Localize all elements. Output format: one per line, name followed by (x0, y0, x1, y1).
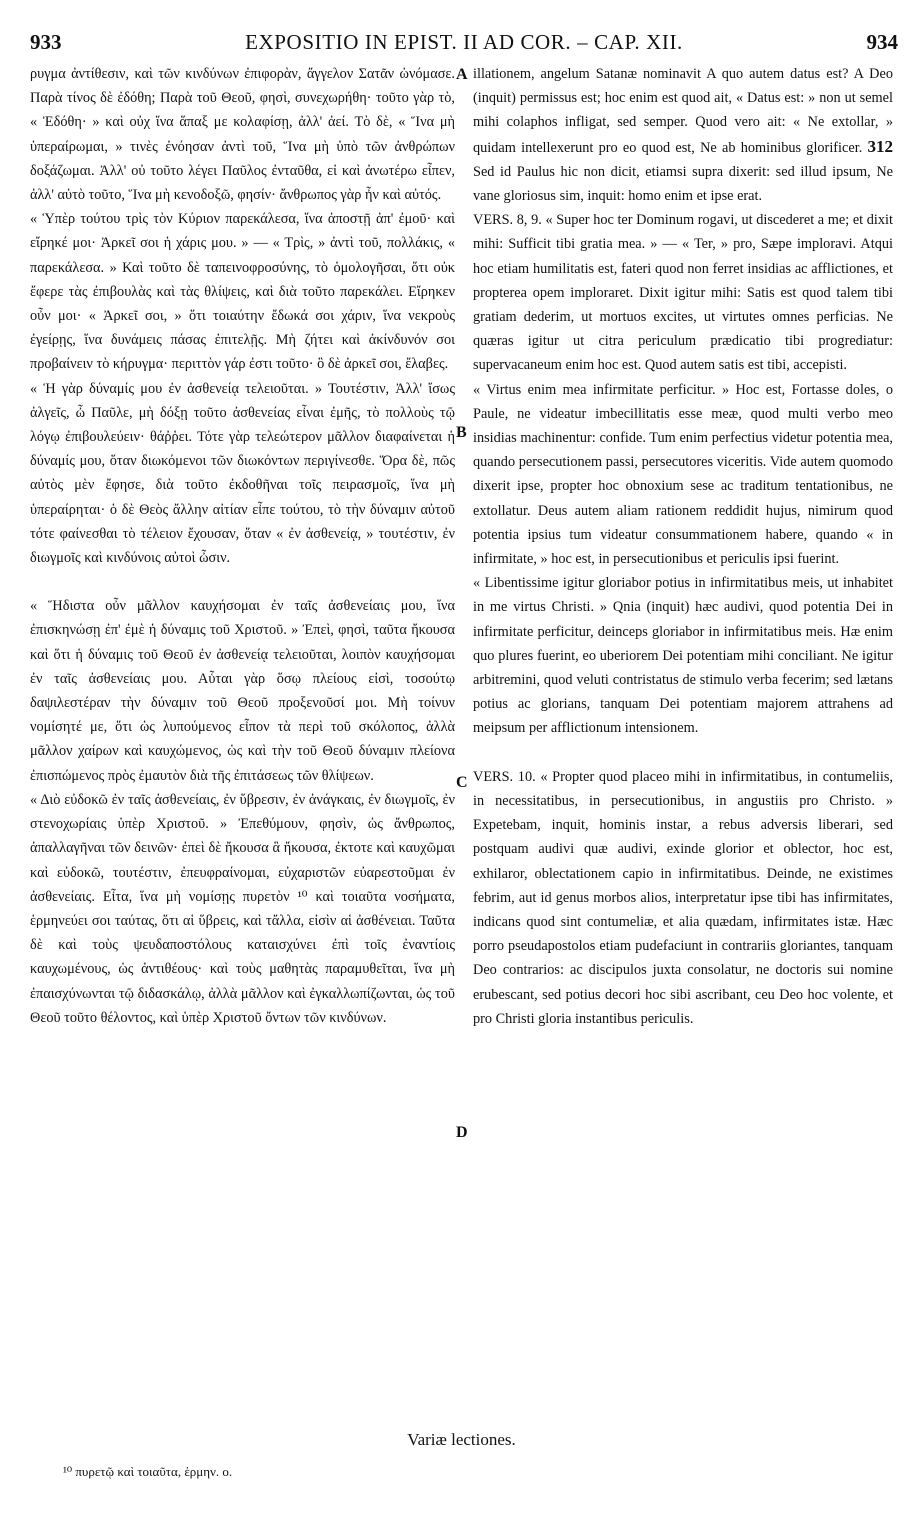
latin-paragraph (473, 62, 893, 208)
latin-text: Sed id Paulus hic non dicit, etiamsi supra dixerit: sed illud ipsum, Ne vane gloriosus sim, inquit: homo enim et ipse erat. (473, 163, 893, 205)
latin-paragraph: VERS. 10. « Propter quod placeo mihi in infirmitatibus, in contumeliis, in necessitatibus, in persecutionibus, in angustiis pro Christo. » Expetebam, inquit, hominis instar, a rebus adversis liberari, sed postquam audivi quæ audivi, exinde glorior et oblector, hoc est, exhilaror, oblectationem capio in infirmitatibus. Deinde, ne existimes febrim, aut id genus morbos alios, interpretatur ipse tibi has infirmitates, indicans quod sint contumeliæ, et alia quædam, infirmitates istæ. Hæc porro pseudapostolos etiam pudefaciunt in contrariis gloriantes, tanquam Deo contrarios: ac discipulos juxta consolatur, ne doctoris sui nomine erubescant, sed potius decori hoc sibi ascribant, ceu Deo hoc volente, et pro Christi gloria instantibus periculis. (473, 768, 893, 1027)
footnote: ¹⁰ πυρετῷ καὶ τοιαῦτα, ἑρμην. ο. (63, 1464, 233, 1479)
greek-paragraph: « Ἡ γὰρ δύναμίς μου ἐν ἀσθενείᾳ τελειοῦται. » Τουτέστιν, Ἀλλ' ἴσως ἀλγεῖς, ὦ Παῦλε, μὴ δόξῃ τοῦτο ἀσθενείας εἶναι ἐμῆς, τὸ πολλοὺς τῷ λόγῳ ἐπιβουλεύειν· θάῤῥει. Τότε γὰρ τελεώτερον μᾶλλον διαφαίνεται ἡ δύναμίς μου, ὅταν διωκόμενοι τῶν διωκόντων περιγίνεσθε. Ὅρα δὲ, πῶς αὐτὸς μὲν ἔφησε, διὰ τοῦτο ἐκδοθῆναι τοῖς πειρασμοῖς, ἵνα μὴ ὑπεραίρηται· ὁ δὲ Θεὸς ἄλλην αἰτίαν εἶπε τούτου, τὸ τὴν δύναμιν αὐτοῦ τότε φαίνεσθαι τὸ τέλειον ἔχουσαν, ὅταν « ἐν ἀσθενείᾳ, » τουτέστιν, ἐν διωγμοῖς καὶ κινδύνοις αὐτοὶ ὦσιν. (30, 380, 455, 567)
greek-paragraph: ρυγμα ἀντίθεσιν, καὶ τῶν κινδύνων ἐπιφορὰν, ἄγγελον Σατᾶν ὠνόμασε. Παρὰ τίνος δὲ ἐδόθη; Παρὰ τοῦ Θεοῦ, φησὶ, συνεχωρήθη· τοῦτο γὰρ τὸ, « Ἐδόθη· » καὶ οὐχ ἵνα ἅπαξ με κολαφίσῃ, ἀλλ' ἀεί. Τὸ δὲ, « Ἵνα μὴ ὑπεραίρωμαι, » τινὲς ἐνόησαν ἀντὶ τοῦ, Ἵνα μὴ ὑπὸ τῶν ἀνθρώπων δοξάζωμαι. Ἀλλ' οὐ τοῦτο λέγει Παῦλος ἐνταῦθα, εἰ καὶ ἀνωτέρω εἶπεν, ἀλλ' αὐτὸ τοῦτο, Ἵνα μὴ κενοδοξῶ, φησίν· ἄνθρωπος γὰρ ἦν καὶ αὐτός. (30, 66, 455, 204)
running-title: EXPOSITIO IN EPIST. II AD COR. – CAP. XII. (245, 30, 683, 54)
margin-letter-c: C (456, 774, 468, 791)
latin-paragraph: « Libentissime igitur gloriabor potius in infirmitatibus meis, ut inhabitet in me virtus Christi. » Qnia (inquit) hæc audivi, quod potentia Dei in infirmitate perficitur, deinceps gloriabor in infirmitatibus meis. Hæ enim quo plures fuerint, eo uberiorem Dei potentiam mihi conciliant. Ne igitur arbitremini, quod veluti contristatus de stimulo verba fecerim; sed lætans potius ac glorians, tanquam Dei potentiam majorem attrahens ad meipsum per afflictionum intensionem. (473, 575, 893, 737)
latin-column (473, 62, 893, 1031)
greek-paragraph: « Ὑπὲρ τούτου τρὶς τὸν Κύριον παρεκάλεσα, ἵνα ἀποστῇ ἀπ' ἐμοῦ· καὶ εἴρηκέ μοι· Ἀρκεῖ σοι ἡ χάρις μου. » — « Τρὶς, » ἀντὶ τοῦ, πολλάκις, « παρεκάλεσα. » Καὶ τοῦτο δὲ ταπεινοφροσύνης, τὸ ὁμολογῆσαι, ὅτι οὐκ ἔφερε τὰς ἐπιβουλὰς καὶ τὰς θλίψεις, καὶ διὰ τοῦτο παρεκάλει. Εἴρηκεν οὖν μοι· « Ἀρκεῖ σοι, » ὅτι τοιαύτην ἔδωκά σοι χάριν, ἵνα νεκροὺς ἐγείρῃς, ἵνα δυνάμεις πάσας ἐπιτελῇς. Μὴ ζήτει καὶ ἀκίνδυνόν σοι προβαίνειν τὸ κήρυγμα· περιττὸν γάρ ἐστι τοῦτο· ὃ δὲ ἀρκεῖ σοι, ἔλαβες. (30, 211, 455, 373)
greek-column (30, 62, 455, 1030)
page-number-left: 933 (30, 30, 62, 54)
margin-letter-d: D (456, 1124, 468, 1141)
latin-paragraph: VERS. 8, 9. « Super hoc ter Dominum rogavi, ut discederet a me; et dixit mihi: Sufficit tibi gratia mea. » — « Ter, » pro, Sæpe imploravi. Atqui hoc etiam humilitatis est, fateri quod non ferret insidias ac afflictiones, et propterea opem imploraret. Dixit igitur mihi: Satis est quod talem tibi gratiam dederim, ut mortuos excites, ut virtutes omnes perficias. Ne quæras igitur ut citra periculum prædicatio tibi progrediatur: supervacaneum enim hoc est. Quod autem satis est tibi, accepisti. (473, 212, 893, 374)
latin-text: illationem, angelum Satanæ nominavit A quo autem datus est? A Deo (inquit) permissus est; hoc enim est quod ait, « Datus est: » non ut semel mihi colaphos infligat, sed semper. Quod vero ait: « Ne extollar, » quidam intellexerunt pro eo quod est, Ne ab hominibus glorificer. (473, 66, 893, 156)
latin-paragraph: « Virtus enim mea infirmitate perficitur. » Hoc est, Fortasse doles, o Paule, ne videatur imbecillitatis esse meæ, quod multi verbo meo insidias machinentur: confide. Tum enim perfectius videtur potentia mea, quando persecutionem passi, persecutores viceritis. Vide autem quomodo dixerit ipse, propter hoc obnoxium sese ac traditum tentationibus, ne extollatur. Deus autem aliam rationem reddidit hujus, nimirum quod potentia ipsius tum videatur consummationem habere, quando « in infirmitate, » hoc est, in persecutionibus et periculis ipsi fuerint. (473, 381, 893, 568)
margin-letter-b: B (456, 424, 467, 441)
column-number: 312 (867, 136, 893, 156)
greek-paragraph: « Διὸ εὐδοκῶ ἐν ταῖς ἀσθενείαις, ἐν ὕβρεσιν, ἐν ἀνάγκαις, ἐν διωγμοῖς, ἐν στενοχωρίαις ὑπὲρ Χριστοῦ. » Ἐπεθύμουν, φησὶν, ὡς ἄνθρωπος, ἀπαλλαγῆναι τῶν δεινῶν· ἐπεὶ δὲ ἤκουσα ἃ ἤκουσα, ἐκτοτε καὶ καυχῶμαι καὶ εὐδοκῶ, τουτέστιν, ἐπευφραίνομαι, εὐχαριστῶν εὐαρεστοῦμαι ἐν ἀσθενείαις. Εἶτα, ἵνα μὴ νομίσῃς πυρετὸν ¹⁰ καὶ τοιαῦτα νοσήματα, ἑρμηνεύει σοι ταύτας, ὅτι αἱ ὕβρεις, καὶ τἄλλα, εἰσὶν αἱ ἀσθένειαι. Ταῦτα δὲ καὶ τοὺς ψευδαποστόλους καταισχύνει ἐπὶ τοῖς ἐναντίοις καυχωμένους, ὡς ἀντιθέους· καὶ τοὺς μαθητὰς παραμυθεῖται, ἵνα μὴ ἐπαισχύνωνται τῷ διδασκάλῳ, ἀλλὰ μᾶλλον καὶ ἐγκαλλωπίζωνται, ὡς τοῦ Θεοῦ τοῦτο θέλοντος, καὶ ὑπὲρ Χριστοῦ ὄντων τῶν κινδύνων. (30, 791, 455, 1026)
margin-letter-a: A (456, 66, 468, 83)
variae-lectiones-heading: Variæ lectiones. (407, 1430, 516, 1449)
page-number-right: 934 (866, 30, 898, 54)
greek-paragraph: « Ἥδιστα οὖν μᾶλλον καυχήσομαι ἐν ταῖς ἀσθενείαις μου, ἵνα ἐπισκηνώσῃ ἐπ' ἐμὲ ἡ δύναμις τοῦ Χριστοῦ. » Ἐπεὶ, φησὶ, ταῦτα ἤκουσα καὶ ὅτι ἡ δύναμις τοῦ Θεοῦ ἐν ἀσθενείᾳ τελειοῦται, λοιπὸν καυχήσομαι ἐν ταῖς ἀσθενείαις μου. Αὗται γὰρ ὅσῳ πλείους εἰσὶ, τοσούτῳ δαψιλεστέραν τὴν δύναμιν τοῦ Θεοῦ προξενοῦσί μοι. Μὴ τοίνυν νομίσητέ με, ὅτι ὡς λυπούμενος εἶπον τὰ περὶ τοῦ σκόλοπος, ἀλλὰ μᾶλλον χαίρων καὶ καυχώμενος, ὡς καὶ τὴν τοῦ Θεοῦ δύναμιν πλείονα ἐπισπώμενος πρὸς ἐμαυτὸν διὰ τῆς ἐπιτάσεως τῶν θλίψεων. (30, 598, 455, 784)
